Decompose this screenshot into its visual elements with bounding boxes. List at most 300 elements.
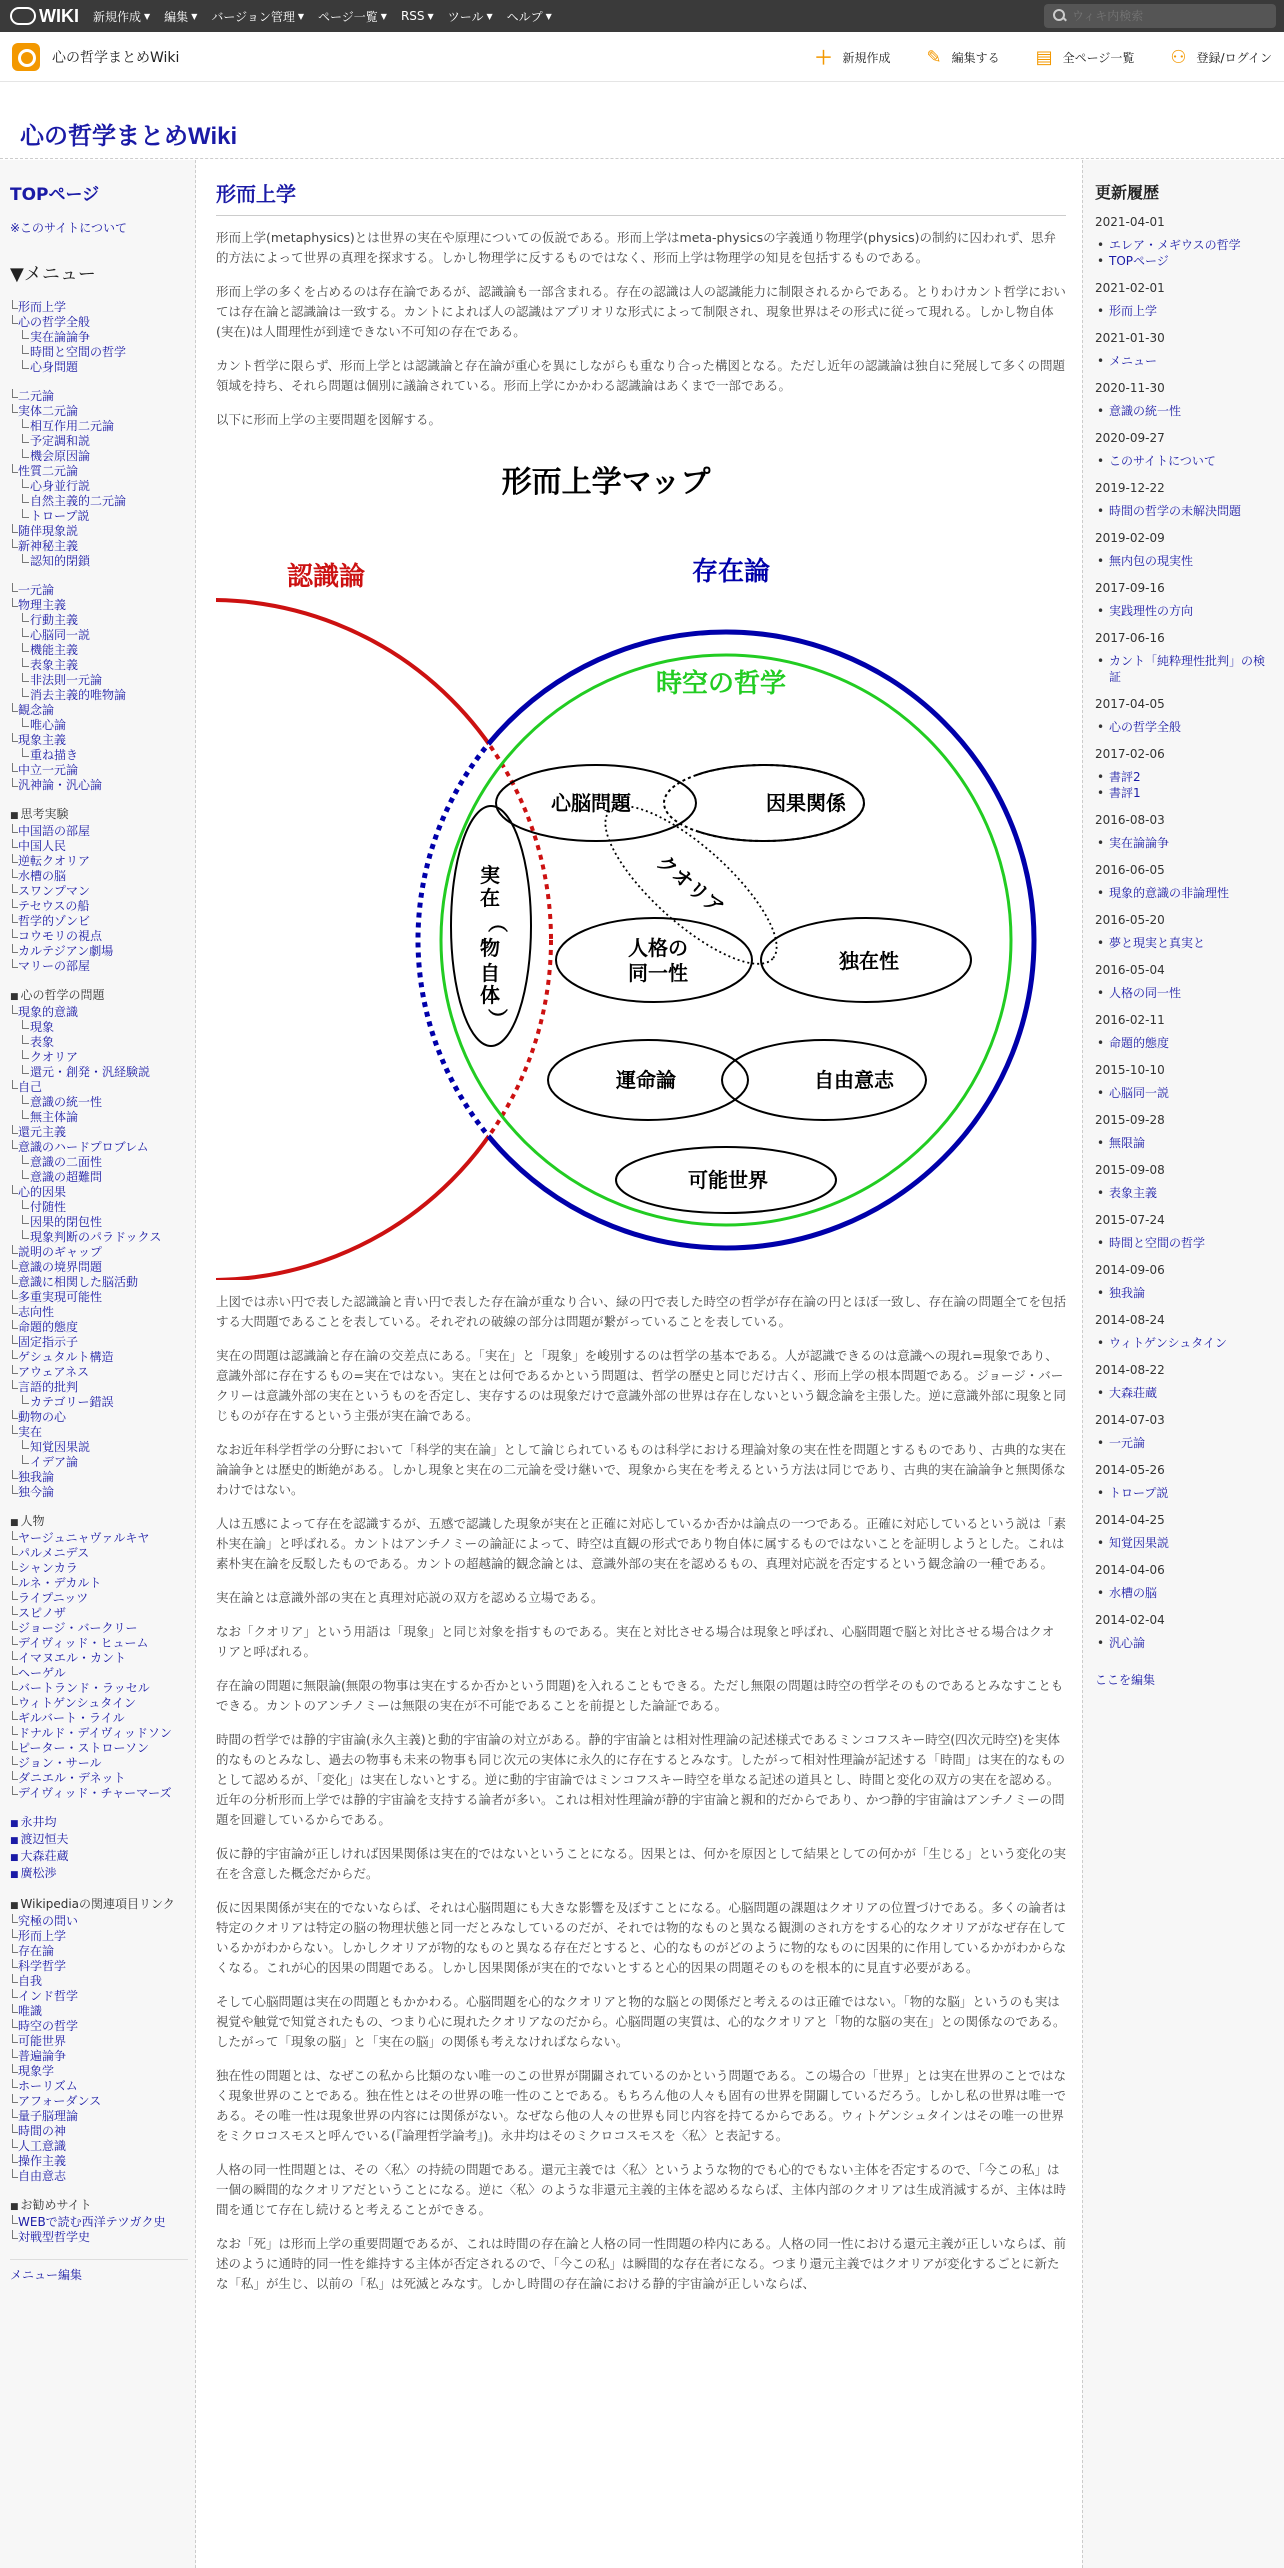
menu-item[interactable]: カルテジアン劇場 xyxy=(10,944,187,959)
history-date: 2016-05-04 xyxy=(1095,963,1165,977)
site-logo-icon[interactable] xyxy=(12,43,40,71)
menu-item[interactable]: 機能主義 xyxy=(10,643,187,658)
header-actions xyxy=(779,44,1273,70)
history-entry xyxy=(1095,1363,1274,1401)
update-history-heading: 更新履歴 xyxy=(1095,183,1160,202)
menu-item[interactable]: 相互作用二元論 xyxy=(10,419,187,434)
history-link-text[interactable]: 時間と空間の哲学 xyxy=(1109,1236,1206,1250)
history-link[interactable] xyxy=(1095,603,1274,619)
menu-item[interactable]: 意識のハードプロブレム xyxy=(10,1140,187,1155)
history-link[interactable] xyxy=(1095,935,1274,951)
history-entry xyxy=(1095,697,1274,735)
menu-item[interactable]: 一元論 xyxy=(10,583,187,598)
menu-item[interactable]: 水槽の脳 xyxy=(10,869,187,884)
menu-item[interactable]: ライプニッツ xyxy=(10,1591,187,1606)
header-action-2[interactable] xyxy=(1036,44,1135,70)
history-link[interactable] xyxy=(1095,1035,1274,1051)
menu-item[interactable]: ピーター・ストローソン xyxy=(10,1741,187,1756)
menu-item[interactable]: 汎神論・汎心論 xyxy=(10,778,187,793)
history-link[interactable] xyxy=(1095,1085,1274,1101)
menu-item[interactable]: 機会原因論 xyxy=(10,449,187,464)
history-link-text[interactable]: 命題的態度 xyxy=(1109,1036,1170,1050)
history-entry xyxy=(1095,1313,1274,1351)
intro-paragraphs xyxy=(216,228,1066,430)
menu-item[interactable]: 動物の心 xyxy=(10,1410,187,1425)
history-link[interactable] xyxy=(1095,785,1274,801)
menu-item[interactable]: 予定調和説 xyxy=(10,434,187,449)
menu-item[interactable]: 意識の境界問題 xyxy=(10,1260,187,1275)
history-entry xyxy=(1095,1563,1274,1601)
menu-item[interactable]: 科学哲学 xyxy=(10,1959,187,1974)
history-link-text[interactable]: エレア・メギウスの哲学 xyxy=(1109,238,1241,252)
history-entry xyxy=(1095,1213,1274,1251)
menu-item[interactable]: 時間と空間の哲学 xyxy=(10,345,187,360)
menu-item[interactable]: トロープ説 xyxy=(10,509,187,524)
reality-label-char: 在 xyxy=(480,886,500,910)
menu-item[interactable]: 言語的批判 xyxy=(10,1380,187,1395)
menu-item[interactable]: ギルバート・ライル xyxy=(10,1711,187,1726)
menu-item[interactable]: スピノザ xyxy=(10,1606,187,1621)
menu-item[interactable]: 自己 xyxy=(10,1080,187,1095)
personal-identity-label-1: 人格の xyxy=(628,936,688,960)
menu-item[interactable]: 独今論 xyxy=(10,1485,187,1500)
menu-item[interactable]: 表象 xyxy=(10,1035,187,1050)
topnav-item-label: 編集 xyxy=(164,9,189,24)
menu-item[interactable]: パルメニデス xyxy=(10,1546,187,1561)
history-entry xyxy=(1095,631,1274,685)
topnav-item-5[interactable] xyxy=(448,8,493,25)
history-entry xyxy=(1095,1113,1274,1151)
topnav-item-label: 新規作成 xyxy=(93,9,142,24)
menu-item[interactable]: ジョージ・バークリー xyxy=(10,1621,187,1636)
menu-item[interactable]: ■ 永井均 xyxy=(10,1815,187,1832)
menu-item[interactable]: 認知的閉鎖 xyxy=(10,554,187,569)
menu-item[interactable]: 実在 xyxy=(10,1425,187,1440)
history-link[interactable] xyxy=(1095,403,1274,419)
menu-item[interactable]: ホーリズム xyxy=(10,2079,187,2094)
body-paragraph: 上図では赤い円で表した認識論と青い円で表した存在論が重なり合い、緑の円で表した時空の哲学が存在論の円とほぼ一致し、存在論の問題全てを包括する大問題であることを表している。それぞれの破線の部分は問題が繋がっていることを表している。 xyxy=(216,1294,1067,1329)
history-link-text[interactable]: 表象主義 xyxy=(1109,1186,1158,1200)
menu-item[interactable]: 現象学 xyxy=(10,2064,187,2079)
history-date: 2015-09-08 xyxy=(1095,1163,1165,1177)
wiki-search[interactable] xyxy=(1044,4,1276,28)
menu-item[interactable]: 量子脳理論 xyxy=(10,2109,187,2124)
history-links xyxy=(1095,835,1274,851)
menu-edit-link[interactable]: メニュー編集 xyxy=(10,2259,188,2283)
history-date: 2014-07-03 xyxy=(1095,1413,1165,1427)
menu-item[interactable]: スワンプマン xyxy=(10,884,187,899)
menu-item[interactable]: 志向性 xyxy=(10,1305,187,1320)
menu-item[interactable]: 人工意識 xyxy=(10,2139,187,2154)
history-link-text[interactable]: 形而上学 xyxy=(1109,304,1158,318)
about-link[interactable]: ※このサイトについて xyxy=(10,221,127,235)
history-links xyxy=(1095,453,1274,469)
body-paragraph: 人格の同一性問題とは、その〈私〉の持続の問題である。還元主義では〈私〉というような物的でも心的でもない主体を否定するので、「今この私」は一個の瞬間的なクオリアだということになる。逆に〈私〉のような非還元主義的主体を認めるならば、主体内部のクオリアは生成消滅するが、主体は時間を通じて存在し続けると考えることができる。 xyxy=(216,2162,1067,2217)
menu-item[interactable]: イデア論 xyxy=(10,1455,187,1470)
history-links xyxy=(1095,1485,1274,1501)
history-links xyxy=(1095,503,1274,519)
history-link-text[interactable]: カント「純粋理性批判」の検証 xyxy=(1109,654,1266,684)
history-entry xyxy=(1095,1463,1274,1501)
user-add-icon: ⚇ xyxy=(1170,46,1187,68)
menu-item[interactable]: バートランド・ラッセル xyxy=(10,1681,187,1696)
history-entry xyxy=(1095,1613,1274,1651)
history-link[interactable] xyxy=(1095,1485,1274,1501)
menu-item[interactable]: 中国人民 xyxy=(10,839,187,854)
menu-item[interactable]: ■ 大森荘蔵 xyxy=(10,1849,187,1866)
history-link-text[interactable]: 現象的意識の非論理性 xyxy=(1109,886,1230,900)
menu-item[interactable]: 無主体論 xyxy=(10,1110,187,1125)
history-date: 2020-09-27 xyxy=(1095,431,1165,445)
history-links xyxy=(1095,303,1274,319)
menu-item[interactable]: 唯識 xyxy=(10,2004,187,2019)
title-divider xyxy=(0,158,1284,159)
menu-item[interactable]: 中国語の部屋 xyxy=(10,824,187,839)
epistemology-label: 認識論 xyxy=(286,562,366,592)
menu-item[interactable]: 時空の哲学 xyxy=(10,2019,187,2034)
history-entry xyxy=(1095,1063,1274,1101)
menu-item[interactable]: 知覚因果説 xyxy=(10,1440,187,1455)
menu-item[interactable]: 意識の超難問 xyxy=(10,1170,187,1185)
history-link[interactable] xyxy=(1095,1435,1274,1451)
history-link[interactable] xyxy=(1095,985,1274,1001)
history-entry xyxy=(1095,813,1274,851)
menu-item[interactable]: コウモリの視点 xyxy=(10,929,187,944)
header-action-1[interactable] xyxy=(927,44,1000,70)
menu-group-4 xyxy=(10,988,187,1500)
history-link-text[interactable]: 独我論 xyxy=(1109,1286,1146,1300)
history-link[interactable] xyxy=(1095,237,1274,253)
history-link-text[interactable]: このサイトについて xyxy=(1109,454,1216,468)
menu-item[interactable]: 独我論 xyxy=(10,1470,187,1485)
edit-here-link[interactable]: ここを編集 xyxy=(1095,1673,1156,1687)
history-links xyxy=(1095,1235,1274,1251)
history-entry xyxy=(1095,481,1274,519)
menu-item[interactable]: 因果的閉包性 xyxy=(10,1215,187,1230)
menu-item[interactable]: 還元・創発・汎経験説 xyxy=(10,1065,187,1080)
history-entry xyxy=(1095,215,1274,269)
menu-item[interactable]: ルネ・デカルト xyxy=(10,1576,187,1591)
history-date: 2019-12-22 xyxy=(1095,481,1165,495)
body-paragraph: 実在論とは意識外部の実在と真理対応説の双方を認める立場である。 xyxy=(216,1590,604,1605)
history-link[interactable] xyxy=(1095,1285,1274,1301)
menu-item[interactable]: カテゴリー錯誤 xyxy=(10,1395,187,1410)
qualia-label: クオリア xyxy=(652,849,729,920)
reality-label-char: ︶ xyxy=(488,1007,508,1031)
reality-label-char: ︵ xyxy=(488,911,508,935)
menu-item[interactable]: 自由意志 xyxy=(10,2169,187,2184)
history-link[interactable] xyxy=(1095,1585,1274,1601)
history-link[interactable] xyxy=(1095,553,1274,569)
menu-item[interactable]: 時間の神 xyxy=(10,2124,187,2139)
history-link-text[interactable]: 人格の同一性 xyxy=(1109,986,1182,1000)
menu-item[interactable]: ジョン・サール xyxy=(10,1756,187,1771)
history-link-text[interactable]: 意識の統一性 xyxy=(1109,404,1182,418)
menu-item[interactable]: 中立一元論 xyxy=(10,763,187,778)
history-date: 2021-04-01 xyxy=(1095,215,1165,229)
menu-item[interactable]: 性質二元論 xyxy=(10,464,187,479)
menu-item[interactable]: アウェアネス xyxy=(10,1365,187,1380)
menu-item[interactable]: 現象主義 xyxy=(10,733,187,748)
menu-item[interactable]: 現象判断のパラドックス xyxy=(10,1230,187,1245)
menu-item[interactable]: 実在論論争 xyxy=(10,330,187,345)
menu-item[interactable]: 心身問題 xyxy=(10,360,187,375)
history-links xyxy=(1095,1535,1274,1551)
history-link[interactable] xyxy=(1095,253,1274,269)
metaphysics-map-diagram xyxy=(216,450,1046,1280)
menu-item[interactable]: 唯心論 xyxy=(10,718,187,733)
history-link[interactable] xyxy=(1095,769,1274,785)
menu-item[interactable]: 実体二元論 xyxy=(10,404,187,419)
ontology-label: 存在論 xyxy=(691,557,771,587)
history-entry xyxy=(1095,1513,1274,1551)
history-date: 2016-08-03 xyxy=(1095,813,1165,827)
menu-item[interactable]: ヤージュニャヴァルキヤ xyxy=(10,1531,187,1546)
history-links xyxy=(1095,935,1274,951)
topnav-item-label: ツール xyxy=(447,9,484,24)
history-links xyxy=(1095,237,1274,269)
history-link[interactable] xyxy=(1095,719,1274,735)
history-date: 2014-02-04 xyxy=(1095,1613,1165,1627)
history-link[interactable] xyxy=(1095,353,1274,369)
top-navbar xyxy=(0,0,1284,32)
pencil-icon: ✎ xyxy=(926,46,942,68)
menu-item[interactable]: ウィトゲンシュタイン xyxy=(10,1696,187,1711)
menu-item[interactable]: 対戦型哲学史 xyxy=(10,2230,187,2245)
history-link[interactable] xyxy=(1095,1335,1274,1351)
history-link-text[interactable]: 時間の哲学の未解決問題 xyxy=(1109,504,1242,518)
menu-item[interactable]: インド哲学 xyxy=(10,1989,187,2004)
history-entry xyxy=(1095,913,1274,951)
caret-down-icon: ▼ xyxy=(144,11,151,21)
site-name[interactable]: 心の哲学まとめWiki xyxy=(52,49,180,66)
history-link[interactable] xyxy=(1095,653,1274,685)
history-link[interactable] xyxy=(1095,835,1274,851)
reality-label-char: 体 xyxy=(480,983,500,1007)
history-link-text[interactable]: 知覚因果説 xyxy=(1109,1536,1170,1550)
menu-group-3 xyxy=(10,807,187,974)
atwiki-logo[interactable]: WIKI xyxy=(10,6,79,27)
history-link[interactable] xyxy=(1095,885,1274,901)
menu-item[interactable]: 普遍論争 xyxy=(10,2049,187,2064)
history-date: 2014-08-22 xyxy=(1095,1363,1165,1377)
topnav-item-1[interactable] xyxy=(164,8,197,25)
history-link-text[interactable]: TOPページ xyxy=(1109,254,1169,268)
body-paragraph: なお「クオリア」という用語は「現象」と同じ対象を指すものである。実在と対比させる場合は現象と呼ばれ、心脳問題で脳と対比させる場合はクオリアと呼ばれる。 xyxy=(216,1624,1055,1659)
history-entry xyxy=(1095,581,1274,619)
header-action-0[interactable] xyxy=(815,44,891,70)
header-action-3[interactable] xyxy=(1170,44,1272,70)
history-link-text[interactable]: 心の哲学全般 xyxy=(1109,720,1182,734)
body-paragraphs xyxy=(216,1292,1066,2294)
menu-item[interactable]: 心身並行説 xyxy=(10,479,187,494)
top-page-link[interactable]: TOPページ xyxy=(10,185,100,205)
topnav-item-0[interactable] xyxy=(93,8,150,25)
menu-group-2 xyxy=(10,583,187,793)
history-entry xyxy=(1095,281,1274,319)
history-link-text[interactable]: 書評2 xyxy=(1109,770,1141,784)
menu-item[interactable]: アフォーダンス xyxy=(10,2094,187,2109)
history-link[interactable] xyxy=(1095,1235,1274,1251)
menu-item[interactable]: 意識の統一性 xyxy=(10,1095,187,1110)
history-link[interactable] xyxy=(1095,303,1274,319)
body-paragraph: 仮に因果関係が実在的でないならば、それは心脳問題にも大きな影響を及ぼすことになる。心脳問題の課題はクオリアの位置づけである。多くの論者は特定のクオリアは特定の脳の物理状態と同一だとみなしているのだが、それでは物的なものと異なる観測のされ方をする心的なクオリアがなぜ存在しているかがわからない。しかしクオリアが物的なものと異なる存在だとすると、心的なものがどのように物的なものに因果的に作用しているかがわからなくなる。これが心的因果の問題である。しかし因果関係が実在的でないとすると心的因果の問題そのものを根本的に見直す必要がある。 xyxy=(216,1900,1067,1975)
history-links xyxy=(1095,553,1274,569)
history-links xyxy=(1095,353,1274,369)
update-history-list xyxy=(1095,215,1274,1651)
menu-item[interactable]: 消去主義的唯物論 xyxy=(10,688,187,703)
history-link-text[interactable]: メニュー xyxy=(1109,354,1158,368)
menu-item[interactable]: デイヴィッド・ヒューム xyxy=(10,1636,187,1651)
menu-item[interactable]: 観念論 xyxy=(10,703,187,718)
header-action-label: 全ページ一覧 xyxy=(1062,50,1135,65)
history-link[interactable] xyxy=(1095,1385,1274,1401)
menu-item[interactable]: 形而上学 xyxy=(10,300,187,315)
history-date: 2014-04-06 xyxy=(1095,1563,1165,1577)
intro-paragraph: カント哲学に限らず、形而上学とは認識論と存在論が重心を異にしながらも重なり合った構図となる。ただし近年の認識論は独自に発展して多くの問題領域を持ち、それら問題は個別に議論されている。形而上学にかかわる認識論はあくまで一部である。 xyxy=(216,358,1066,393)
history-entry xyxy=(1095,863,1274,901)
menu-item[interactable]: 表象主義 xyxy=(10,658,187,673)
menu-item[interactable]: 自我 xyxy=(10,1974,187,1989)
site-title[interactable]: 心の哲学まとめWiki xyxy=(20,123,238,150)
menu-group-6 xyxy=(10,1815,187,1883)
menu-item: ■ Wikipediaの関連項目リンク xyxy=(10,1897,187,1914)
history-links xyxy=(1095,1285,1274,1301)
menu-item[interactable]: 物理主義 xyxy=(10,598,187,613)
history-link-text[interactable]: 夢と現実と真実と xyxy=(1109,936,1206,950)
causality-label: 因果関係 xyxy=(766,791,846,815)
menu-item[interactable]: 自然主義的二元論 xyxy=(10,494,187,509)
history-date: 2021-02-01 xyxy=(1095,281,1165,295)
menu-item[interactable]: ■ 廣松渉 xyxy=(10,1866,187,1883)
history-entry xyxy=(1095,1013,1274,1051)
history-link-text[interactable]: 実践理性の方向 xyxy=(1109,604,1194,618)
menu-item[interactable]: シャンカラ xyxy=(10,1561,187,1576)
menu-item[interactable]: ドナルド・デイヴィッドソン xyxy=(10,1726,187,1741)
history-link[interactable] xyxy=(1095,1185,1274,1201)
menu-item[interactable]: 固定指示子 xyxy=(10,1335,187,1350)
menu-item[interactable]: 逆転クオリア xyxy=(10,854,187,869)
history-links xyxy=(1095,603,1274,619)
history-link-text[interactable]: ウィトゲンシュタイン xyxy=(1109,1336,1228,1350)
topnav-item-4[interactable] xyxy=(401,8,434,25)
menu-item[interactable]: 存在論 xyxy=(10,1944,187,1959)
history-link[interactable] xyxy=(1095,1635,1274,1651)
menu-tree xyxy=(10,300,187,2245)
menu-item[interactable]: 心脳同一説 xyxy=(10,628,187,643)
history-link-text[interactable]: 実在論論争 xyxy=(1109,836,1170,850)
menu-item[interactable]: クオリア xyxy=(10,1050,187,1065)
history-entry xyxy=(1095,1413,1274,1451)
body-paragraph: 存在論の問題に無限論(無限の物事は実在するか否かという問題)を入れることもできる。ただし無限の問題は時空の哲学そのものであるとみなすこともできる。カントのアンチノミーは無限の実在が不可能であることを前提とした論証である。 xyxy=(216,1678,1064,1713)
menu-group-8 xyxy=(10,2198,187,2245)
menu-item[interactable]: WEBで読む西洋テツガク史 xyxy=(10,2215,187,2230)
menu-item[interactable]: イマヌエル・カント xyxy=(10,1651,187,1666)
history-entry xyxy=(1095,1263,1274,1301)
menu-item[interactable]: 意識に相関した脳活動 xyxy=(10,1275,187,1290)
menu-item[interactable]: 行動主義 xyxy=(10,613,187,628)
history-links xyxy=(1095,985,1274,1001)
body-paragraph: そして心脳問題は実在の問題ともかかわる。心脳問題を心的なクオリアと物的な脳との関係だと考えるのは正確ではない。「物的な脳」というのも実は視覚や触覚で知覚されたもの、つまり心に現れたクオリアなのだから。心脳問題の実質は、心的なクオリアと「物的な脳の実在」との関係なのである。したがって「現象の脳」と「実在の脳」の関係も考えなければならない。 xyxy=(216,1994,1066,2049)
right-sidebar xyxy=(1082,160,1284,2568)
menu-item[interactable]: ヘーゲル xyxy=(10,1666,187,1681)
history-link-text[interactable]: 汎心論 xyxy=(1109,1636,1146,1650)
topnav-item-6[interactable] xyxy=(507,8,552,25)
menu-item[interactable]: ダニエル・デネット xyxy=(10,1771,187,1786)
history-links xyxy=(1095,403,1274,419)
history-link[interactable] xyxy=(1095,1535,1274,1551)
history-link-text[interactable]: 心脳同一説 xyxy=(1109,1086,1170,1100)
menu-item[interactable]: 重ね描き xyxy=(10,748,187,763)
history-link-text[interactable]: 無内包の現実性 xyxy=(1109,554,1194,568)
menu-item[interactable]: 新神秘主義 xyxy=(10,539,187,554)
menu-group-0 xyxy=(10,300,187,375)
history-links xyxy=(1095,1135,1274,1151)
menu-item[interactable]: 二元論 xyxy=(10,389,187,404)
menu-item[interactable]: 形而上学 xyxy=(10,1929,187,1944)
history-link-text[interactable]: 無限論 xyxy=(1109,1136,1146,1150)
menu-item[interactable]: 付随性 xyxy=(10,1200,187,1215)
menu-item[interactable]: 説明のギャップ xyxy=(10,1245,187,1260)
intro-paragraph: 形而上学の多くを占めるのは存在論であるが、認識論も一部含まれる。存在の認識は人の認識能力に制限されるからである。とりわけカント哲学においては存在論と認識論は一致する。カントによれば人の認識はアプリオリな形式によって制限され、現象世界はその形式に従って現れる。しかし物自体(実在)は人間理性が到達できない不可知の存在である。 xyxy=(216,284,1066,339)
history-link-text[interactable]: 一元論 xyxy=(1109,1436,1146,1450)
top-nav xyxy=(93,8,566,25)
menu-item: ■ 思考実験 xyxy=(10,807,187,824)
menu-item[interactable]: ゲシュタルト構造 xyxy=(10,1350,187,1365)
menu-item[interactable]: 哲学的ゾンビ xyxy=(10,914,187,929)
body-paragraph: なお近年科学哲学の分野において「科学的実在論」として論じられているものは科学における理論対象の実在性を問題とするものであり、古典的な実在論論争とは歴史的断絶がある。しかし現象と実在の二元論を受け継いで、現象から実在を考えるという方法は同じであり、古典的実在論論争と無関係なわけではない。 xyxy=(216,1442,1067,1497)
history-link-text[interactable]: 大森荘蔵 xyxy=(1109,1386,1158,1400)
menu-item[interactable]: 心的因果 xyxy=(10,1185,187,1200)
menu-item[interactable]: 意識の二面性 xyxy=(10,1155,187,1170)
menu-item[interactable]: ■ 渡辺恒夫 xyxy=(10,1832,187,1849)
history-link-text[interactable]: トロープ説 xyxy=(1109,1486,1169,1500)
header-action-label: 編集する xyxy=(951,50,1000,65)
history-link[interactable] xyxy=(1095,503,1274,519)
history-link-text[interactable]: 水槽の脳 xyxy=(1109,1586,1158,1600)
menu-item[interactable]: 操作主義 xyxy=(10,2154,187,2169)
menu-item[interactable]: デイヴィッド・チャーマーズ xyxy=(10,1786,187,1801)
menu-item[interactable]: 可能世界 xyxy=(10,2034,187,2049)
history-entry xyxy=(1095,963,1274,1001)
body-paragraph: 独在性の問題とは、なぜこの私から比類のない唯一のこの世界が開闢されているのかという問題である。この場合の「世界」とは実在世界のことではなく現象世界のことである。独在性とはその世界の唯一性のことである。もちろん他の人々も固有の世界を開闢しているだろう。しかし私の世界は唯一である。その唯一性は現象世界の内容には関係がない。なぜなら他の人々の世界も同じ内容を持てるからである。ウィトゲンシュタインはその唯一の世界をミクロコスモスと呼んでいる(『論理哲学論考』)。永井均はそのミクロコスモスを〈私〉と表記する。 xyxy=(216,2068,1067,2143)
menu-item[interactable]: 現象 xyxy=(10,1020,187,1035)
topnav-item-3[interactable] xyxy=(318,8,387,25)
menu-item[interactable]: 命題的態度 xyxy=(10,1320,187,1335)
history-date: 2021-01-30 xyxy=(1095,331,1165,345)
menu-group-1 xyxy=(10,389,187,569)
menu-item[interactable]: 究極の問い xyxy=(10,1914,187,1929)
menu-item[interactable]: 随伴現象説 xyxy=(10,524,187,539)
menu-item[interactable]: 心の哲学全般 xyxy=(10,315,187,330)
menu-item[interactable]: 還元主義 xyxy=(10,1125,187,1140)
possible-worlds-label: 可能世界 xyxy=(688,1168,768,1192)
menu-item: ■ お勧めサイト xyxy=(10,2198,187,2215)
menu-item[interactable]: 現象的意識 xyxy=(10,1005,187,1020)
topnav-item-2[interactable] xyxy=(211,8,304,25)
history-link-text[interactable]: 書評1 xyxy=(1109,786,1141,800)
history-link[interactable] xyxy=(1095,1135,1274,1151)
page-title: 形而上学 xyxy=(216,178,1066,216)
history-date: 2015-10-10 xyxy=(1095,1063,1165,1077)
menu-item[interactable]: 非法則一元論 xyxy=(10,673,187,688)
topnav-item-label: ヘルプ xyxy=(506,9,543,24)
menu-item[interactable]: テセウスの船 xyxy=(10,899,187,914)
search-input[interactable] xyxy=(1072,9,1262,23)
history-link[interactable] xyxy=(1095,453,1274,469)
menu-item[interactable]: 多重実現可能性 xyxy=(10,1290,187,1305)
menu-item[interactable]: マリーの部屋 xyxy=(10,959,187,974)
